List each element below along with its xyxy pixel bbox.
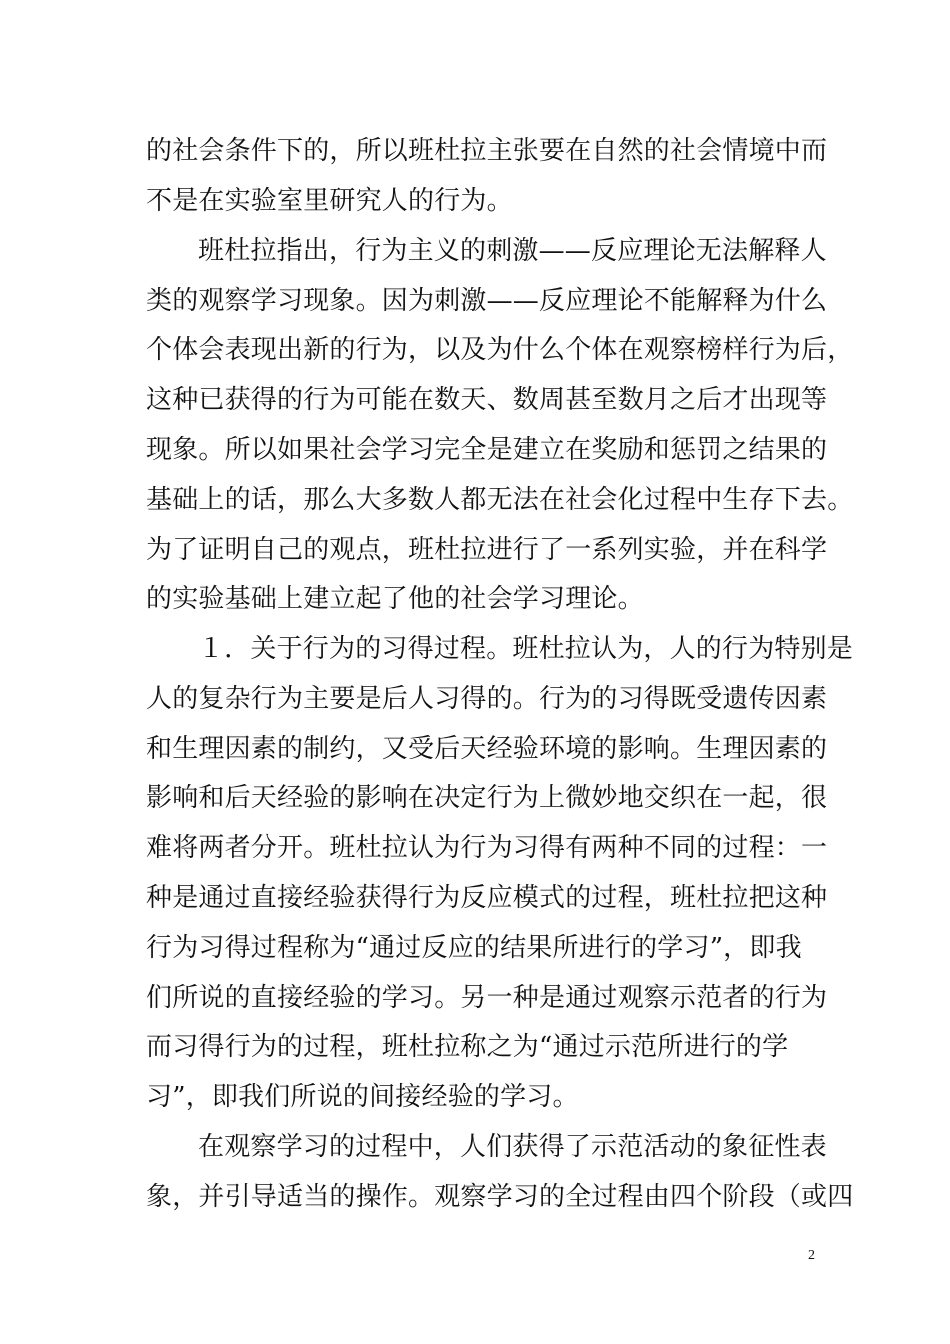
text-line: 种是通过直接经验获得行为反应模式的过程，班杜拉把这种 xyxy=(146,883,828,913)
text-line: 这种已获得的行为可能在数天、数周甚至数月之后才出现等 xyxy=(146,385,828,415)
text-line: 习”，即我们所说的间接经验的学习。 xyxy=(146,1082,579,1112)
text-line: 的实验基础上建立起了他的社会学习理论。 xyxy=(146,584,644,614)
text-line: 难将两者分开。班杜拉认为行为习得有两种不同的过程：一 xyxy=(146,833,828,863)
text-line: 人的复杂行为主要是后人习得的。行为的习得既受遗传因素 xyxy=(146,684,828,714)
text-line: 为了证明自己的观点，班杜拉进行了一系列实验，并在科学 xyxy=(146,535,828,565)
text-line: １．关于行为的习得过程。班杜拉认为，人的行为特别是 xyxy=(198,634,854,664)
page-number: 2 xyxy=(808,1248,815,1263)
text-line: 个体会表现出新的行为，以及为什么个体在观察榜样行为后， xyxy=(146,335,854,365)
text-line: 班杜拉指出，行为主义的刺激——反应理论无法解释人 xyxy=(198,236,827,266)
text-line: 而习得行为的过程，班杜拉称之为“通过示范所进行的学 xyxy=(146,1032,789,1062)
text-line: 基础上的话，那么大多数人都无法在社会化过程中生存下去。 xyxy=(146,485,854,515)
text-line: 的社会条件下的，所以班杜拉主张要在自然的社会情境中而 xyxy=(146,136,828,166)
text-line: 不是在实验室里研究人的行为。 xyxy=(146,186,513,216)
text-line: 和生理因素的制约，又受后天经验环境的影响。生理因素的 xyxy=(146,734,828,764)
text-line: 行为习得过程称为“通过反应的结果所进行的学习”，即我 xyxy=(146,933,802,963)
text-line: 影响和后天经验的影响在决定行为上微妙地交织在一起，很 xyxy=(146,783,828,813)
text-line: 类的观察学习现象。因为刺激——反应理论不能解释为什么 xyxy=(146,286,828,316)
text-line: 在观察学习的过程中，人们获得了示范活动的象征性表 xyxy=(198,1132,827,1162)
text-line: 现象。所以如果社会学习完全是建立在奖励和惩罚之结果的 xyxy=(146,435,828,465)
text-line: 象，并引导适当的操作。观察学习的全过程由四个阶段（或四 xyxy=(146,1182,854,1212)
text-line: 们所说的直接经验的学习。另一种是通过观察示范者的行为 xyxy=(146,983,828,1013)
